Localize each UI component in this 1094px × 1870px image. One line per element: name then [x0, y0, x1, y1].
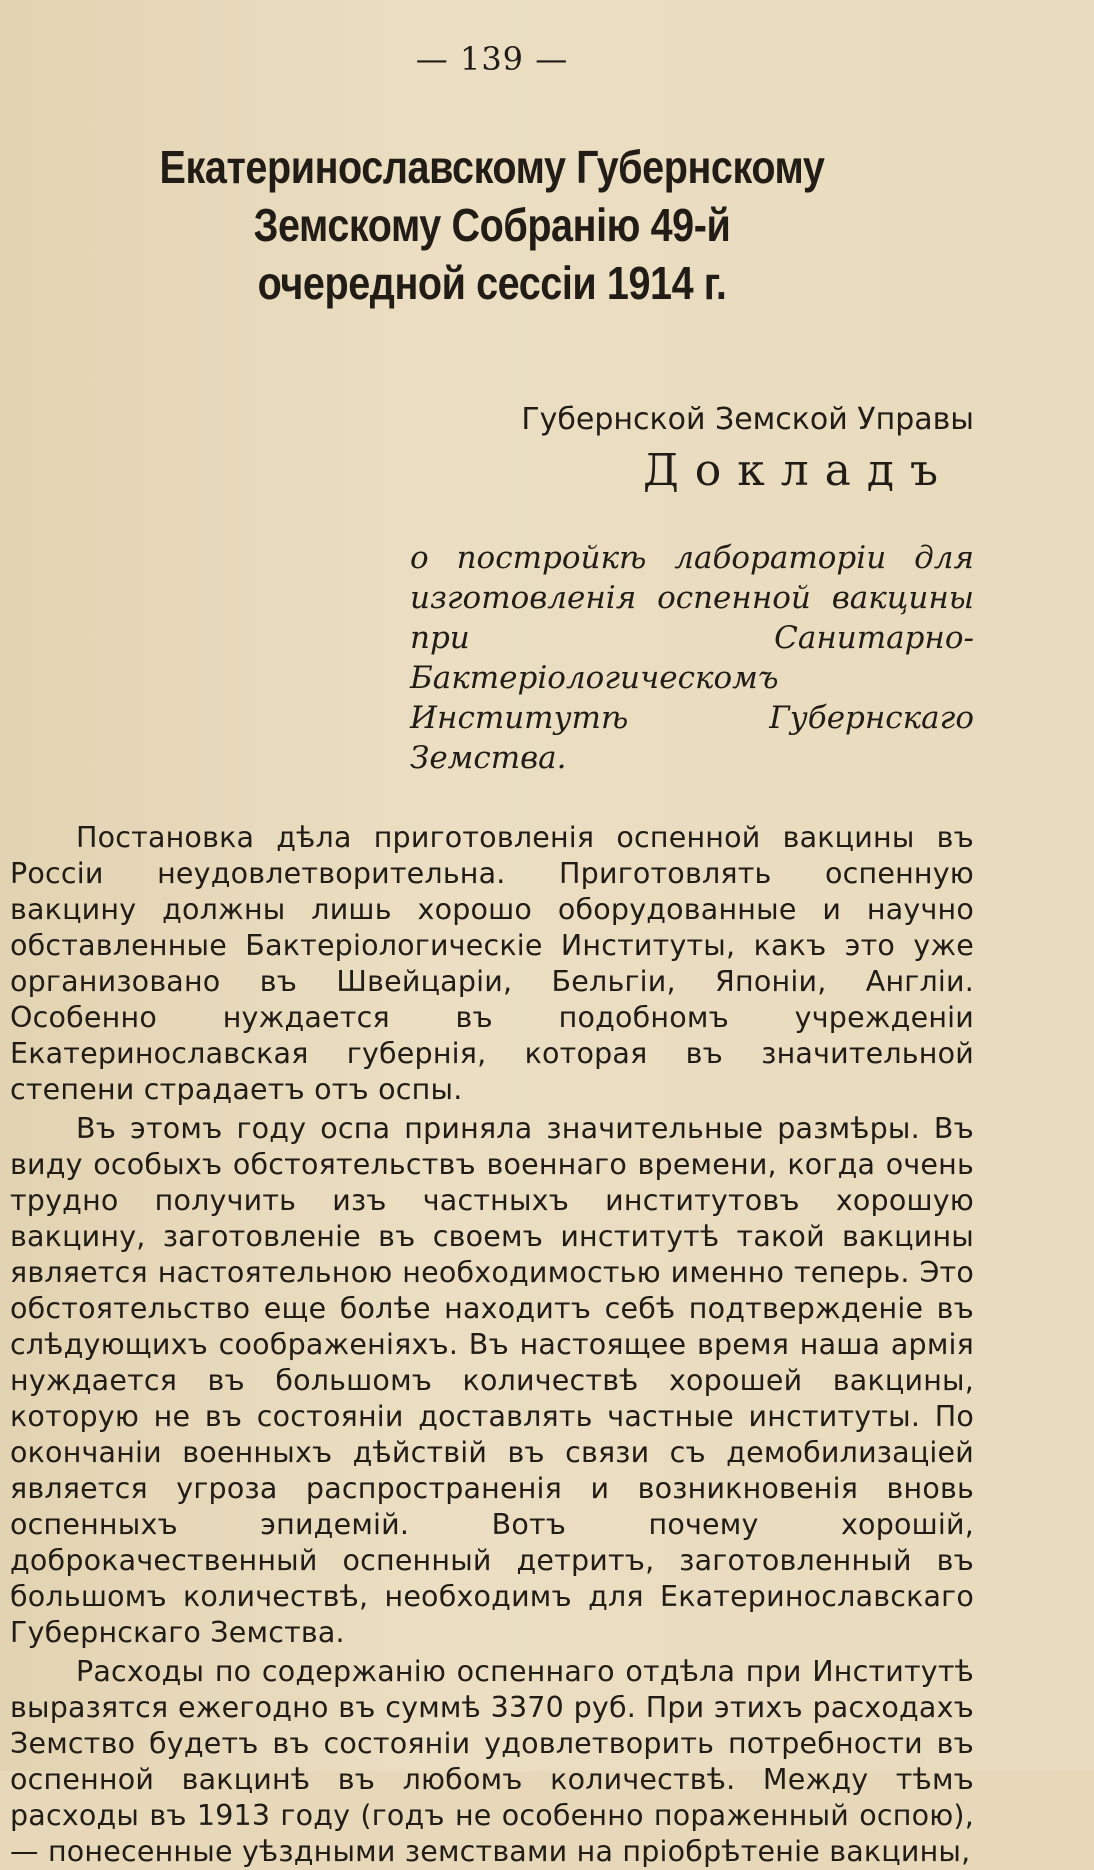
paragraph: Постановка дѣла приготовленія оспенной вакцины въ Россіи неудовлетворительна. Приготовлять оспенную вакцину должны лишь хорошо оборудованные и научно обставленные Бактеріологическіе Институты, какъ это уже организовано въ Швейцаріи, Бельгіи, Японіи, Англіи. Особенно нуждается въ подобномъ учрежденіи Екатеринославская губернія, которая въ значительной степени страдаетъ отъ оспы. [10, 821, 974, 1106]
issuer-line: Губернской Земской Управы [521, 402, 974, 437]
document-type-title: Докладъ [642, 445, 954, 496]
report-subject: о постройкѣ лабораторіи для изготовленія оспенной вакцины при Санитарно-Бактеріологическомъ Институтѣ Губернскаго Земства. [410, 540, 974, 776]
paragraph: Расходы по содержанію оспеннаго отдѣла при Институтѣ выразятся ежегодно въ суммѣ 3370 руб. При этихъ расходахъ Земство будетъ въ состояніи удовлетворить потребности въ оспенной вакцинѣ въ любомъ количествѣ. Между тѣмъ расходы въ 1913 году (годъ не особенно пораженный оспою),— понесенные уѣздными земствами на пріобрѣтеніе вакцины, [10, 1655, 974, 1868]
document-heading [77, 138, 906, 312]
paragraph: Въ этомъ году оспа приняла значительные размѣры. Въ виду особыхъ обстоятельствъ военнаго времени, когда очень трудно получить изъ частныхъ институтовъ хорошую вакцину, заготовленіе въ своемъ институтѣ такой вакцины является настоятельною необходимостью именно теперь. Это обстоятельство еще болѣе находитъ себѣ подтвержденіе въ слѣдующихъ соображеніяхъ. Въ настоящее время наша армія нуждается въ большомъ количествѣ хорошей вакцины, которую не въ состояніи доставлять частные институты. По окончаніи военныхъ дѣйствій въ связи съ демобилизаціей является угроза распространенія и возникновенія вновь оспенныхъ эпидемій. Вотъ почему хорошій, доброкачественный оспенный детритъ, заготовленный въ большомъ количествѣ, необходимъ для Екатеринославскаго Губернскаго Земства. [10, 1112, 974, 1649]
heading-line-2: очередной сессіи 1914 г. [257, 257, 727, 309]
page-number: — 139 — [415, 40, 569, 78]
body-text [10, 820, 974, 1870]
heading-line-1: Екатеринославскому Губернскому Земскому Собранію 49-й [159, 141, 825, 251]
